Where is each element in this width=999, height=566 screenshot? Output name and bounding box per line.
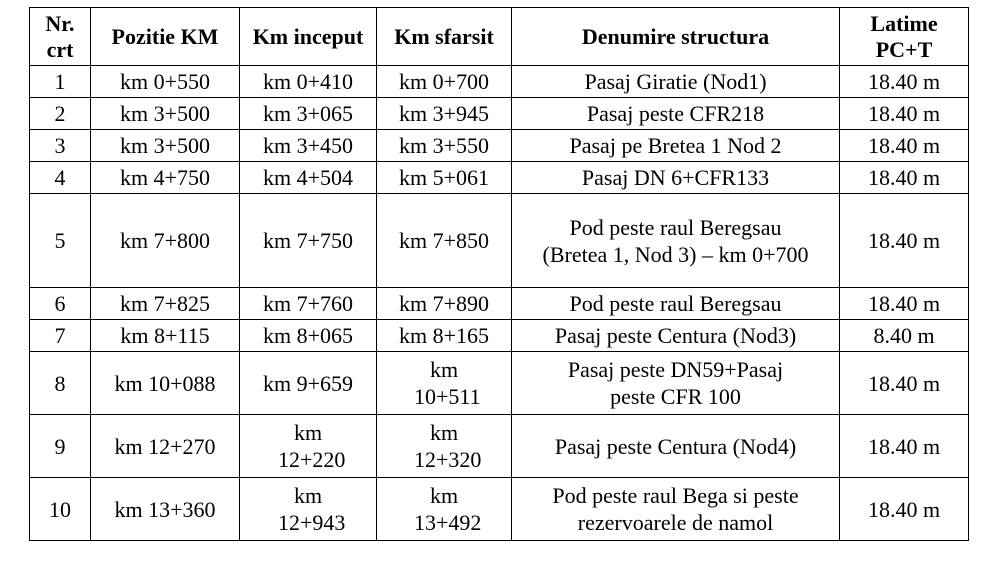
- cell-denumire: Pasaj DN 6+CFR133: [512, 162, 840, 194]
- structures-table-container: [29, 7, 969, 541]
- cell-latime: 18.40 m: [840, 352, 969, 415]
- table-row: [30, 98, 969, 130]
- table-row: [30, 320, 969, 352]
- cell-inceput: km 3+065: [240, 98, 377, 130]
- cell-sfarsit: [377, 478, 512, 541]
- header-nr-crt: Nr. crt: [30, 8, 91, 66]
- cell-inceput: km 4+504: [240, 162, 377, 194]
- cell-denumire: Pod peste raul Bega si peste rezervoarele de namol: [512, 478, 840, 541]
- cell-latime: 18.40 m: [840, 478, 969, 541]
- cell-nr: 8: [30, 352, 91, 415]
- cell-inceput: [240, 415, 377, 478]
- table-row: [30, 162, 969, 194]
- cell-sfarsit-text: km 10+511: [414, 357, 481, 409]
- table-row: [30, 415, 969, 478]
- cell-pozitie: km 13+360: [91, 478, 240, 541]
- cell-sfarsit: km 3+945: [377, 98, 512, 130]
- cell-sfarsit: km 7+890: [377, 288, 512, 320]
- header-latime: Latime PC+T: [840, 8, 969, 66]
- cell-pozitie: km 0+550: [91, 66, 240, 98]
- cell-nr: 4: [30, 162, 91, 194]
- table-row: [30, 478, 969, 541]
- cell-pozitie: km 3+500: [91, 130, 240, 162]
- cell-latime: 18.40 m: [840, 66, 969, 98]
- table-row: [30, 66, 969, 98]
- table-row: [30, 352, 969, 415]
- cell-pozitie: km 4+750: [91, 162, 240, 194]
- cell-denumire: Pasaj Giratie (Nod1): [512, 66, 840, 98]
- header-km-inceput: Km inceput: [240, 8, 377, 66]
- cell-inceput: km 9+659: [240, 352, 377, 415]
- cell-inceput: km 7+750: [240, 194, 377, 288]
- cell-inceput: km 7+760: [240, 288, 377, 320]
- cell-pozitie: km 10+088: [91, 352, 240, 415]
- cell-denumire: Pasaj peste Centura (Nod3): [512, 320, 840, 352]
- cell-denumire: Pasaj peste CFR218: [512, 98, 840, 130]
- header-km-sfarsit: Km sfarsit: [377, 8, 512, 66]
- cell-inceput-text: km 12+943: [278, 483, 346, 535]
- cell-denumire: Pasaj peste DN59+Pasaj peste CFR 100: [512, 352, 840, 415]
- structures-table: [29, 7, 969, 541]
- cell-nr: 1: [30, 66, 91, 98]
- cell-denumire: Pod peste raul Beregsau (Bretea 1, Nod 3) – km 0+700: [512, 194, 840, 288]
- cell-denumire: Pasaj peste Centura (Nod4): [512, 415, 840, 478]
- cell-inceput: [240, 478, 377, 541]
- cell-latime: 18.40 m: [840, 288, 969, 320]
- cell-denumire: Pod peste raul Beregsau: [512, 288, 840, 320]
- cell-nr: 7: [30, 320, 91, 352]
- cell-nr: 2: [30, 98, 91, 130]
- cell-sfarsit: km 5+061: [377, 162, 512, 194]
- cell-inceput: km 0+410: [240, 66, 377, 98]
- cell-nr: 3: [30, 130, 91, 162]
- cell-latime: 18.40 m: [840, 194, 969, 288]
- table-row: [30, 288, 969, 320]
- header-row: [30, 8, 969, 66]
- cell-inceput-text: km 12+220: [278, 420, 346, 472]
- cell-sfarsit: km 8+165: [377, 320, 512, 352]
- cell-denumire: Pasaj pe Bretea 1 Nod 2: [512, 130, 840, 162]
- header-denumire-structura: Denumire structura: [512, 8, 840, 66]
- cell-nr: 9: [30, 415, 91, 478]
- cell-nr: 10: [30, 478, 91, 541]
- cell-pozitie: km 12+270: [91, 415, 240, 478]
- cell-pozitie: km 7+825: [91, 288, 240, 320]
- cell-sfarsit: [377, 352, 512, 415]
- table-row: [30, 194, 969, 288]
- cell-inceput: km 8+065: [240, 320, 377, 352]
- cell-latime: 18.40 m: [840, 130, 969, 162]
- cell-inceput: km 3+450: [240, 130, 377, 162]
- header-pozitie-km: Pozitie KM: [91, 8, 240, 66]
- cell-sfarsit-text: km 13+492: [414, 483, 482, 535]
- cell-sfarsit: km 3+550: [377, 130, 512, 162]
- cell-nr: 5: [30, 194, 91, 288]
- cell-latime: 18.40 m: [840, 162, 969, 194]
- cell-pozitie: km 8+115: [91, 320, 240, 352]
- cell-pozitie: km 7+800: [91, 194, 240, 288]
- cell-latime: 18.40 m: [840, 98, 969, 130]
- cell-sfarsit: km 0+700: [377, 66, 512, 98]
- cell-sfarsit: [377, 415, 512, 478]
- cell-nr: 6: [30, 288, 91, 320]
- cell-sfarsit: km 7+850: [377, 194, 512, 288]
- table-row: [30, 130, 969, 162]
- cell-latime: 8.40 m: [840, 320, 969, 352]
- cell-pozitie: km 3+500: [91, 98, 240, 130]
- cell-latime: 18.40 m: [840, 415, 969, 478]
- cell-sfarsit-text: km 12+320: [414, 420, 482, 472]
